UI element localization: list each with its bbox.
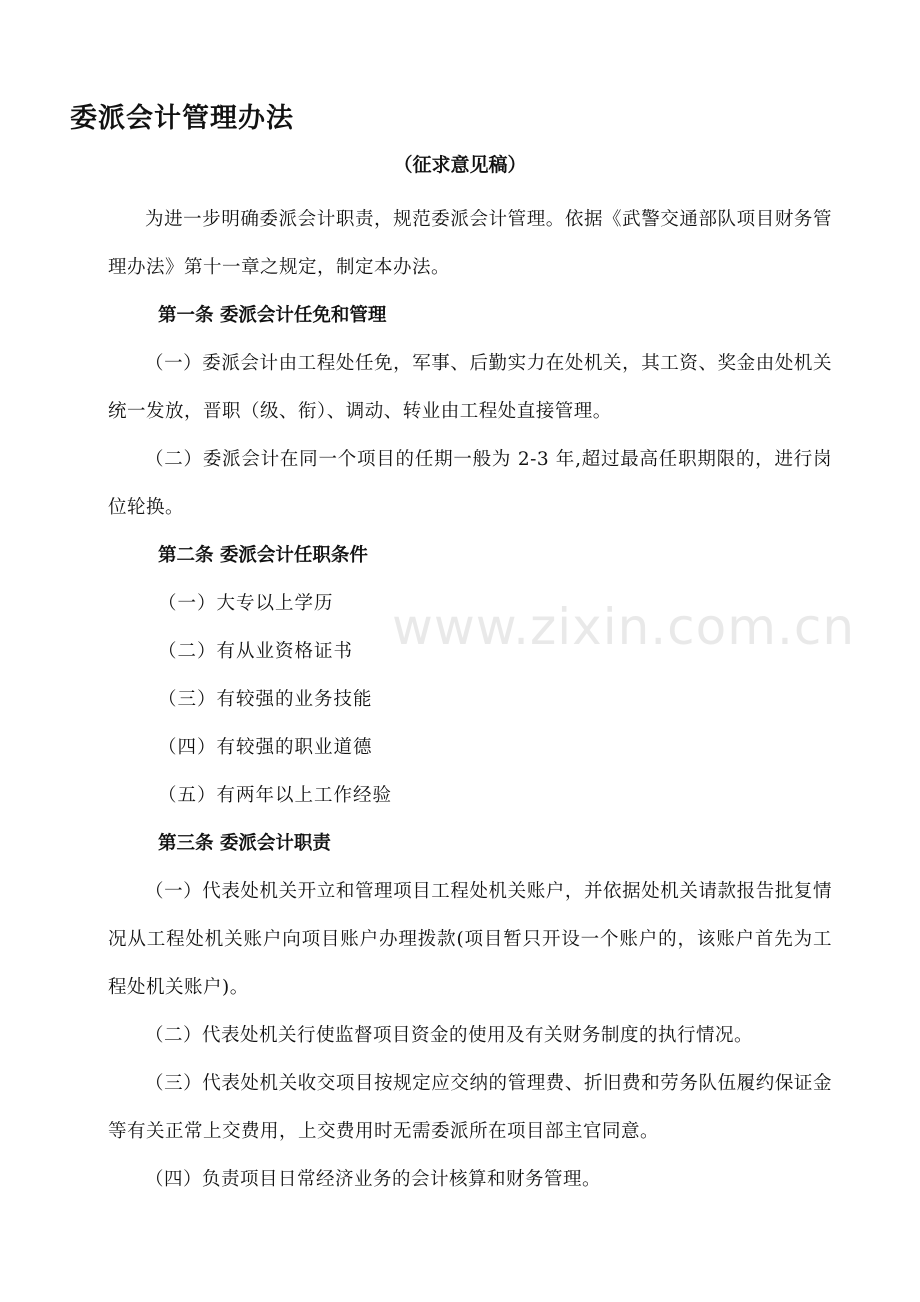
watermark: www.zixin.com.cn — [392, 598, 856, 656]
article-2-item: （一）大专以上学历 — [157, 593, 334, 614]
article-3-paragraph: （三）代表处机关收交项目按规定应交纳的管理费、折旧费和劳务队伍履约保证金等有关正常上交费用，上交费用时无需委派所在项目部主官同意。 — [108, 1073, 832, 1142]
article-2-item: （二）有从业资格证书 — [157, 641, 353, 662]
document-subtitle: （征求意见稿） — [393, 154, 527, 176]
article-3-paragraph: （二）代表处机关行使监督项目资金的使用及有关财务制度的执行情况。 — [145, 1025, 754, 1046]
intro-paragraph: 为进一步明确委派会计职责，规范委派会计管理。依据《武警交通部队项目财务管理办法》第十一章之规定，制定本办法。 — [108, 209, 832, 278]
article-3-paragraph: （一）代表处机关开立和管理项目工程处机关账户，并依据处机关请款报告批复情况从工程处机关账户向项目账户办理拨款(项目暂只开设一个账户的，该账户首先为工程处机关账户)。 — [108, 881, 832, 998]
article-2-heading: 第二条 委派会计任职条件 — [157, 545, 368, 566]
document-body — [108, 196, 832, 1204]
article-2-item: （五）有两年以上工作经验 — [157, 785, 392, 806]
article-1-paragraph: （一）委派会计由工程处任免，军事、后勤实力在处机关，其工资、奖金由处机关统一发放，晋职（级、衔）、调动、转业由工程处直接管理。 — [108, 353, 832, 422]
article-3-heading: 第三条 委派会计职责 — [157, 833, 331, 854]
document-title: 委派会计管理办法 — [70, 103, 294, 134]
article-2-item: （三）有较强的业务技能 — [157, 689, 373, 710]
article-3-paragraph: （四）负责项目日常经济业务的会计核算和财务管理。 — [145, 1169, 602, 1190]
article-1-paragraph: （二）委派会计在同一个项目的任期一般为 2-3 年,超过最高任职期限的，进行岗位轮换。 — [108, 449, 832, 518]
article-2-item: （四）有较强的职业道德 — [157, 737, 373, 758]
article-1-heading: 第一条 委派会计任免和管理 — [157, 305, 387, 326]
